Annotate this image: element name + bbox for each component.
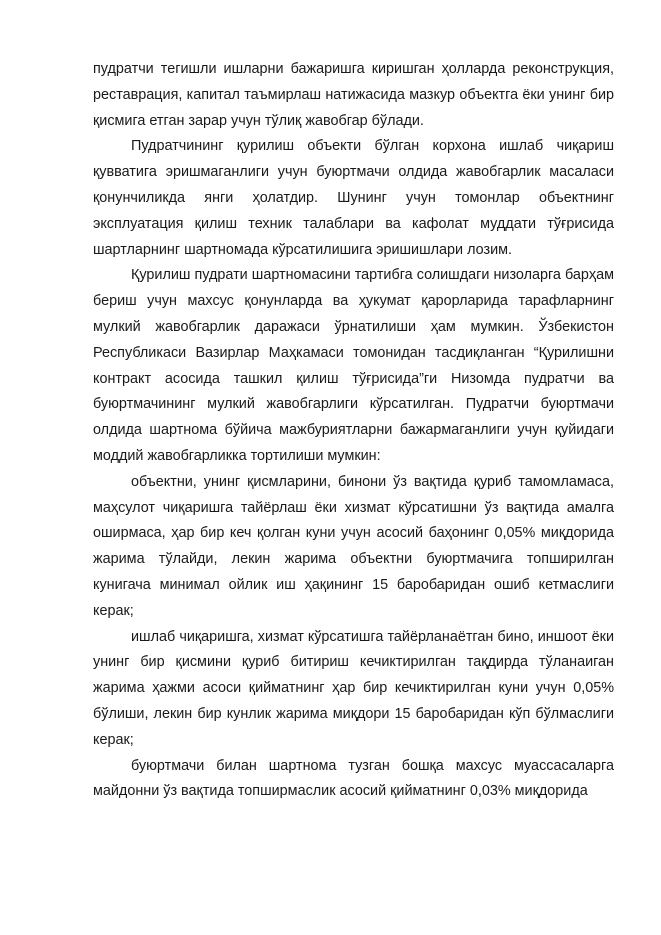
paragraph-continuation: пудратчи тегишли ишларни бажаришга киришган ҳолларда реконструкция, реставрация, капитал таъмирлаш натижасида мазкур объектга ёки унинг бир қисмига етган зарар учун тўлиқ жавобгар бўлади. (93, 61, 614, 129)
paragraph-production-readiness-penalty: ишлаб чиқаришга, хизмат кўрсатишга тайёрланаётган бино, иншоот ёки унинг бир қисмини қуриб битириш кечиктирилган тақдирда тўланаиган жарима ҳажми асоси қийматнинг ҳар бир кечиктирилган куни учун 0,05% бўлиши, лекин бир кунлик жарима миқдори 15 баробаридан кўп бўлмаслиги керак; (93, 628, 614, 748)
document-page (93, 57, 614, 805)
paragraph-liability-levels: Қурилиш пудрати шартномасини тартибга солишдаги низоларга барҳам бериш учун махсус қонунларда ва ҳукумат қарорларида тарафларнинг мулкий жавобгарлик даражаси ўрнатилиши ҳам мумкин. Ўзбекистон Республикаси Вазирлар Маҳкамаси томонидан тасдиқланган “Қурилишни контракт асосида ташкил қилиш тўғрисида”ги Низомда пудратчи ва буюртмачининг мулкий жавобгарлиги кўрсатилган. Пудратчи буюртмачи олдида шартнома бўйича мажбуриятларни бажармаганлиги учун қуйидаги моддий жавобгарликка тортилиши мумкин: (93, 267, 614, 464)
paragraph-site-handover-penalty: буюртмачи билан шартнома тузган бошқа махсус муассасаларга майдонни ўз вақтида топширмаслик асосий қийматнинг 0,03% миқдорида (93, 757, 614, 800)
paragraph-late-completion-penalty: объектни, унинг қисмларини, бинони ўз вақтида қуриб тамомламаса, маҳсулот чиқаришга тайёрлаш ёки хизмат кўрсатишни ўз вақтида амалга оширмаса, ҳар бир кеч қолган куни учун асосий баҳонинг 0,05% миқдорида жарима тўлайди, лекин жарима объектни буюртмачига топширилган кунигача минимал ойлик иш ҳақининг 15 баробаридан ошиб кетмаслиги керак; (93, 473, 614, 619)
paragraph-production-capacity: Пудратчининг қурилиш объекти бўлган корхона ишлаб чиқариш қувватига эришмаганлиги учун буюртмачи олдида жавобгарлик масаласи қонунчиликда янги ҳолатдир. Шунинг учун томонлар объектнинг эксплуатация қилиш техник талаблари ва кафолат муддати тўғрисида шартларнинг шартномада кўрсатилишига эришишлари лозим. (93, 138, 614, 258)
